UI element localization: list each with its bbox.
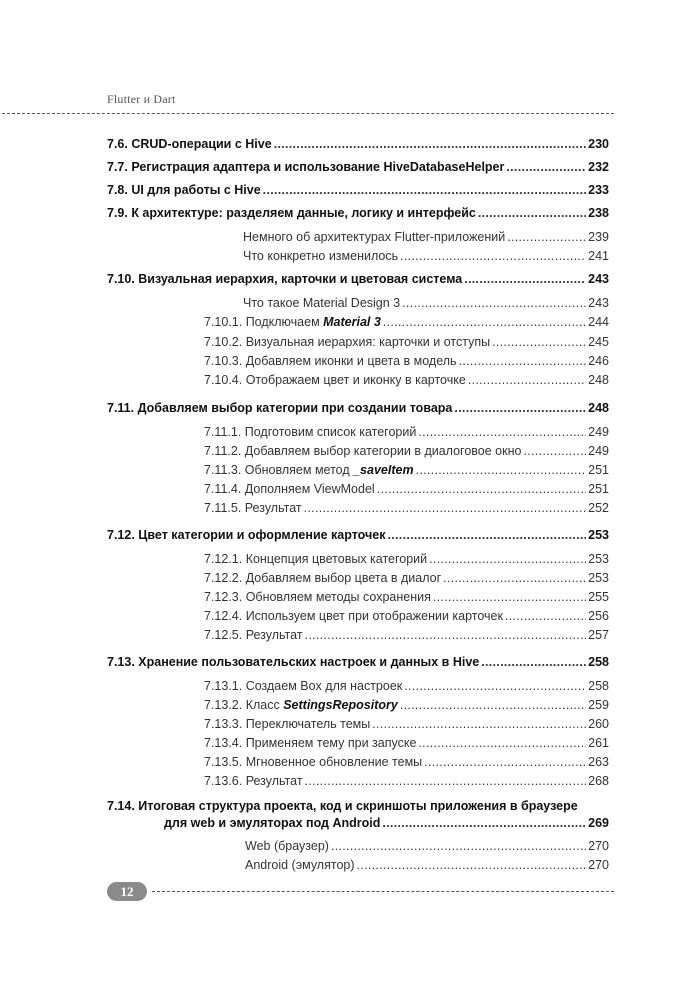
toc-entry-page: 249: [588, 444, 609, 458]
toc-entry-title: 7.12. Цвет категории и оформление карточек: [107, 528, 386, 542]
toc-entry-title: 7.8. UI для работы с Hive: [107, 183, 261, 197]
toc-entry-title: Что такое Material Design 3: [243, 296, 401, 310]
toc-entry-page: 259: [588, 698, 609, 712]
toc-entry-7-10-2: [204, 334, 609, 350]
toc-entry-7-10-a: [243, 295, 609, 311]
toc-entry-title: 7.7. Регистрация адаптера и использование HiveDatabaseHelper: [107, 160, 505, 174]
toc-entry-7-12: [107, 527, 609, 543]
toc-entry-7-12-4: [204, 608, 609, 624]
toc-entry-title: 7.10.4. Отображаем цвет и иконку в карточке: [204, 373, 466, 387]
toc-entry-7-10-1: [204, 314, 609, 330]
toc-entry-title: 7.12.5. Результат: [204, 628, 303, 642]
toc-entry-title: 7.12.1. Концепция цветовых категорий: [204, 552, 428, 566]
toc-entry-title: 7.11.1. Подготовим список категорий: [204, 425, 417, 439]
toc-entry-title: 7.13. Хранение пользовательских настроек и данных в Hive: [107, 655, 480, 669]
toc-entry-7-13-6: [204, 773, 609, 789]
toc-entry-page: 268: [588, 774, 609, 788]
toc-entry-title: 7.11. Добавляем выбор категории при создании товара: [107, 401, 453, 415]
toc-entry-page: 253: [588, 571, 609, 585]
toc-entry-7-12-2: [204, 570, 609, 586]
toc-entry-page: 246: [588, 354, 609, 368]
toc-entry-page: 270: [588, 858, 609, 872]
toc-entry-title: 7.13.4. Применяем тему при запуске: [204, 736, 417, 750]
toc-entry-page: 258: [588, 679, 609, 693]
toc-entry-7-8: [107, 182, 609, 198]
running-head: Flutter и Dart: [107, 92, 176, 106]
toc-entry-page: 238: [588, 206, 609, 220]
toc-entry-page: 239: [588, 230, 609, 244]
toc-entry-7-14-b: [245, 857, 609, 873]
toc-entry-page: 253: [588, 528, 609, 542]
toc-entry-title: 7.12.4. Используем цвет при отображении карточек: [204, 609, 503, 623]
toc-entry-page: 269: [588, 816, 609, 830]
toc-entry-page: 241: [588, 249, 609, 263]
toc-entry-title: 7.10. Визуальная иерархия, карточки и цветовая система: [107, 272, 463, 286]
bottom-dashed-rule: [152, 891, 614, 892]
toc-entry-title: 7.10.1. Подключаем: [204, 315, 324, 329]
toc-entry-7-13: [107, 654, 609, 670]
toc-entry-page: 252: [588, 501, 609, 515]
toc-entry-title: 7.13.6. Результат: [204, 774, 303, 788]
toc-entry-7-12-3: [204, 589, 609, 605]
toc-entry-7-11-2: [204, 443, 609, 459]
toc-entry-7-11-5: [204, 500, 609, 516]
toc-entry-page: 257: [588, 628, 609, 642]
toc-entry-page: 245: [588, 335, 609, 349]
toc-entry-7-7: [107, 159, 609, 175]
toc-entry-7-9-a: [243, 229, 609, 245]
page-number-badge: 12: [107, 882, 147, 901]
toc-entry-7-12-5: [204, 627, 609, 643]
toc-entry-title: Android (эмулятор): [245, 858, 355, 872]
toc-entry-7-13-5: [204, 754, 609, 770]
toc-entry-7-11-3: [204, 462, 609, 478]
toc-entry-7-14-first-line: 7.14. Итоговая структура проекта, код и скриншоты приложения в браузере: [107, 799, 578, 813]
toc-entry-title: для web и эмуляторах под Android: [164, 816, 381, 830]
toc-entry-7-14-a: [245, 838, 609, 854]
toc-entry-title: 7.11.5. Результат: [204, 501, 302, 515]
toc-entry-page: 256: [588, 609, 609, 623]
toc-entry-title: 7.12.2. Добавляем выбор цвета в диалог: [204, 571, 442, 585]
toc-entry-title: 7.13.5. Мгновенное обновление темы: [204, 755, 423, 769]
toc-entry-page: 261: [588, 736, 609, 750]
toc-entry-page: 258: [588, 655, 609, 669]
toc-entry-7-13-4: [204, 735, 609, 751]
toc-entry-7-11: [107, 400, 609, 416]
toc-entry-7-11-1: [204, 424, 609, 440]
toc-entry-7-10-3: [204, 353, 609, 369]
toc-entry-7-9: [107, 205, 609, 221]
toc-entry-7-6: [107, 136, 609, 152]
toc-entry-page: 270: [588, 839, 609, 853]
toc-entry-page: 253: [588, 552, 609, 566]
toc-entry-page: 249: [588, 425, 609, 439]
toc-entry-7-13-1: [204, 678, 609, 694]
toc-entry-7-10: [107, 271, 609, 287]
toc-entry-title: 7.12.3. Обновляем методы сохранения: [204, 590, 431, 604]
toc-entry-title: Web (браузер): [245, 839, 329, 853]
toc-entry-page: 248: [588, 373, 609, 387]
toc-entry-title: 7.11.4. Дополняем ViewModel: [204, 482, 375, 496]
toc-entry-title: 7.6. CRUD-операции с Hive: [107, 137, 272, 151]
toc-entry-title: 7.11.2. Добавляем выбор категории в диалоговое окно: [204, 444, 522, 458]
toc-entry-emphasis: SettingsRepository: [283, 698, 398, 712]
toc-entry-7-9-b: [243, 248, 609, 264]
toc-entry-page: 230: [588, 137, 609, 151]
toc-entry-title: 7.10.2. Визуальная иерархия: карточки и отступы: [204, 335, 491, 349]
toc-entry-7-10-4: [204, 372, 609, 388]
toc-entry-page: 260: [588, 717, 609, 731]
toc-entry-title: Немного об архитектурах Flutter-приложений: [243, 230, 506, 244]
toc-entry-title: 7.13.2. Класс: [204, 698, 284, 712]
toc-entry-emphasis: _saveItem: [353, 463, 414, 477]
toc-entry-page: 251: [588, 463, 609, 477]
toc-entry-page: 233: [588, 183, 609, 197]
toc-entry-title: 7.10.3. Добавляем иконки и цвета в модель: [204, 354, 457, 368]
toc-entry-page: 255: [588, 590, 609, 604]
toc-entry-page: 251: [588, 482, 609, 496]
toc-entry-page: 243: [588, 272, 609, 286]
toc-entry-page: 244: [588, 315, 609, 329]
toc-entry-7-14: [164, 815, 609, 831]
toc-entry-7-12-1: [204, 551, 609, 567]
toc-entry-title: 7.11.3. Обновляем метод: [204, 463, 354, 477]
toc-entry-title: Что конкретно изменилось: [243, 249, 399, 263]
toc-entry-page: 263: [588, 755, 609, 769]
toc-entry-page: 232: [588, 160, 609, 174]
toc-entry-7-11-4: [204, 481, 609, 497]
toc-entry-7-13-2: [204, 697, 609, 713]
toc-entry-page: 248: [588, 401, 609, 415]
toc-entry-7-13-3: [204, 716, 609, 732]
toc-entry-title: 7.9. К архитектуре: разделяем данные, логику и интерфейс: [107, 206, 476, 220]
toc-entry-title: 7.13.1. Создаем Box для настроек: [204, 679, 403, 693]
toc-entry-title: 7.13.3. Переключатель темы: [204, 717, 371, 731]
toc-entry-emphasis: Material 3: [323, 315, 381, 329]
toc-entry-page: 243: [588, 296, 609, 310]
